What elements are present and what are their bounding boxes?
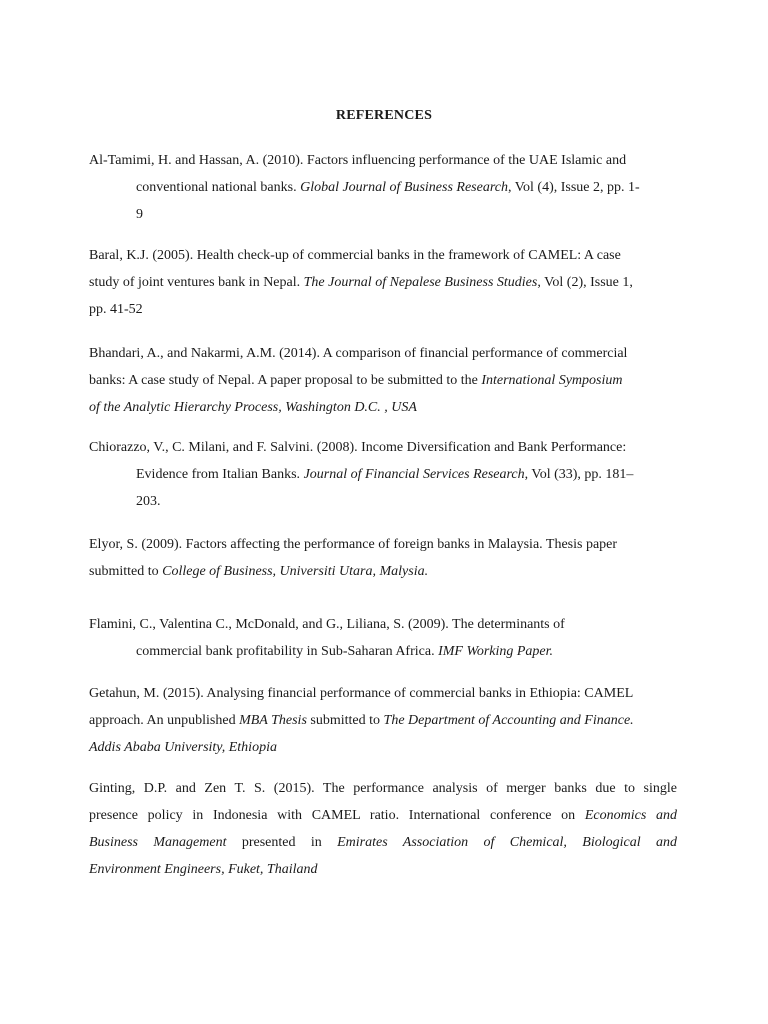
- reference-entry: [89, 340, 677, 421]
- reference-line: Baral, K.J. (2005). Health check-up of commercial banks in the framework of CAMEL: A case: [89, 248, 621, 263]
- reference-line: Getahun, M. (2015). Analysing financial performance of commercial banks in Ethiopia: CAMEL: [89, 686, 634, 701]
- reference-entry: [89, 611, 677, 665]
- reference-line: 9: [136, 207, 143, 222]
- reference-line: Bhandari, A., and Nakarmi, A.M. (2014). A comparison of financial performance of commercial: [89, 346, 628, 361]
- institution-title: College of Business, Universiti Utara, Malysia.: [162, 564, 429, 579]
- reference-line: [89, 394, 677, 421]
- reference-line: conventional national banks. Global Journal of Business Research, Vol (4), Issue 2, pp. 1-: [136, 180, 640, 195]
- reference-line: Chiorazzo, V., C. Milani, and F. Salvini. (2008). Income Diversification and Bank Performance:: [89, 440, 627, 455]
- reference-line: study of joint ventures bank in Nepal. The Journal of Nepalese Business Studies, Vol (2), Issue 1,: [89, 275, 633, 290]
- reference-line: Al-Tamimi, H. and Hassan, A. (2010). Factors influencing performance of the UAE Islamic and: [89, 153, 627, 168]
- reference-line: Flamini, C., Valentina C., McDonald, and G., Liliana, S. (2009). The determinants of: [89, 617, 565, 632]
- reference-line: pp. 41-52: [89, 302, 143, 317]
- conference-title: Economics and: [584, 808, 677, 823]
- reference-entry: [89, 531, 677, 585]
- references-heading: REFERENCES: [335, 108, 433, 123]
- series-title: IMF Working Paper.: [438, 644, 554, 659]
- reference-line: approach. An unpublished MBA Thesis submitted to The Department of Accounting and Finance.: [89, 713, 634, 728]
- reference-line: banks: A case study of Nepal. A paper proposal to be submitted to the International Symposium: [89, 373, 623, 388]
- university-title: Addis Ababa University, Ethiopia: [89, 740, 277, 755]
- reference-entry: [89, 147, 677, 228]
- reference-entry: [89, 242, 677, 323]
- reference-line: [89, 734, 677, 761]
- reference-line: Evidence from Italian Banks. Journal of Financial Services Research, Vol (33), pp. 181–: [136, 467, 634, 482]
- reference-line: [89, 856, 677, 883]
- department-title: The Department of Accounting and Finance.: [383, 713, 634, 728]
- reference-line: Elyor, S. (2009). Factors affecting the performance of foreign banks in Malaysia. Thesis paper: [89, 537, 618, 552]
- reference-line: commercial bank profitability in Sub-Saharan Africa. IMF Working Paper.: [136, 644, 554, 659]
- journal-title: Journal of Financial Services Research: [303, 467, 525, 482]
- association-title: Environment Engineers, Fuket, Thailand: [89, 862, 318, 877]
- reference-entry: [89, 775, 677, 883]
- reference-line: Ginting, D.P. and Zen T. S. (2015). The performance analysis of merger banks due to single: [89, 781, 677, 796]
- venue-title: of the Analytic Hierarchy Process, Washington D.C. , USA: [89, 400, 417, 415]
- reference-entry: [89, 434, 677, 515]
- thesis-label: MBA Thesis: [239, 713, 307, 728]
- association-title: Emirates Association of Chemical, Biological and: [337, 835, 677, 850]
- reference-line: presence policy in Indonesia with CAMEL ratio. International conference on Economics and: [89, 808, 677, 823]
- journal-title: The Journal of Nepalese Business Studies: [303, 275, 538, 290]
- venue-title: International Symposium: [481, 373, 623, 388]
- reference-line: 203.: [136, 494, 161, 509]
- journal-title: Global Journal of Business Research: [300, 180, 508, 195]
- reference-line: submitted to College of Business, Universiti Utara, Malysia.: [89, 564, 429, 579]
- reference-line: Business Management presented in Emirates Association of Chemical, Biological and: [89, 835, 677, 850]
- reference-entry: [89, 680, 677, 761]
- conference-title: Business Management: [89, 835, 227, 850]
